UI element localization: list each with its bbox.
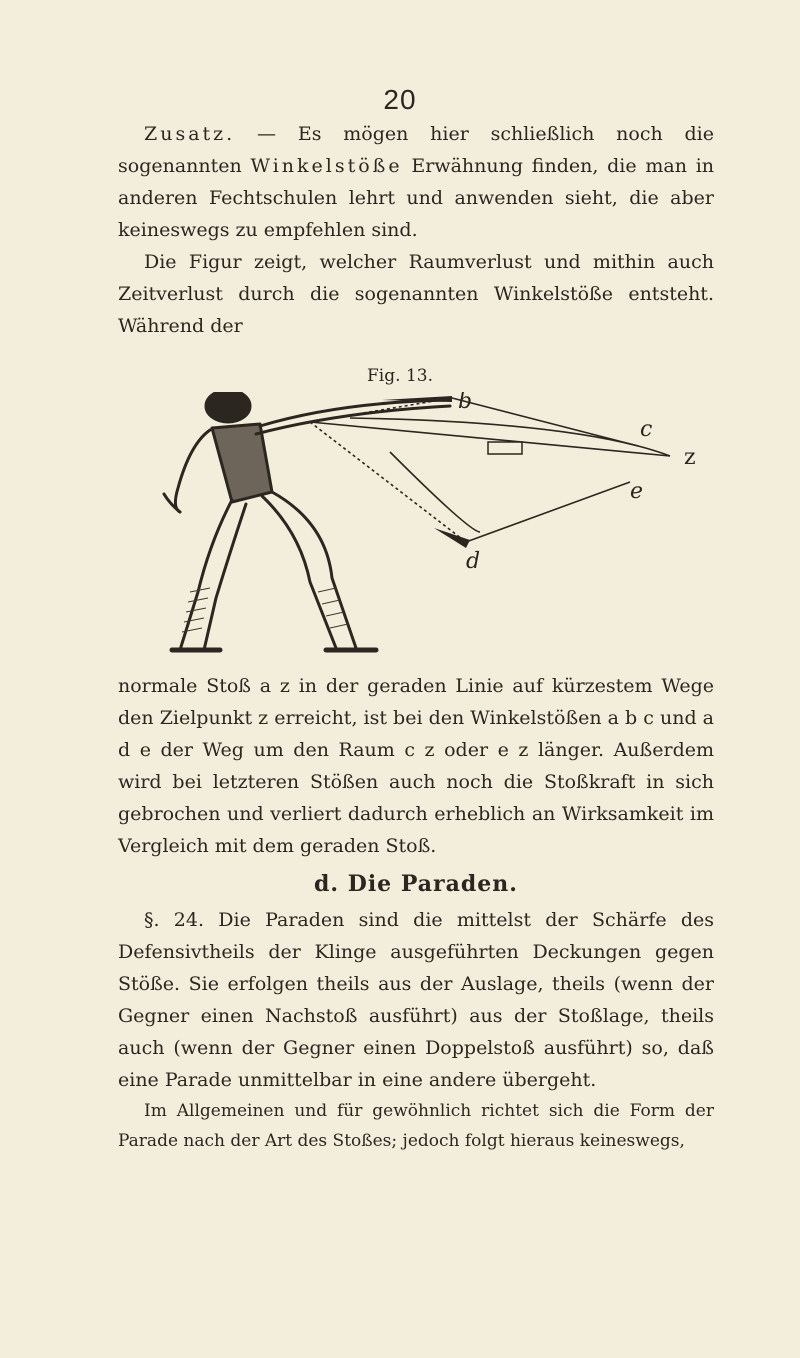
winkelstoesse-term: Winkelstöße	[250, 155, 403, 177]
text-block-top	[118, 118, 714, 342]
text-block-bottom	[118, 670, 714, 1156]
fencer-figure	[150, 392, 710, 654]
label-b: b	[458, 392, 473, 414]
label-e: e	[630, 479, 644, 504]
line-a-z	[310, 422, 670, 456]
label-c: c	[640, 417, 653, 442]
paragraph-paraden: §. 24. Die Paraden sind die mittelst der Schärfe des Defensivtheils der Klinge ausgeführten Deckungen gegen Stöße. Sie erfolgen theils aus der Auslage, theils (wenn der Gegner einen Nachstoß ausführt) aus der Stoßlage, theils auch (wenn der Gegner einen Doppelstoß ausführt) so, daß eine Parade unmittelbar in eine andere übergeht.	[118, 909, 714, 1091]
page-number: 20	[383, 84, 417, 115]
paragraph-allgemeinen: Im Allgemeinen und für gewöhnlich richtet sich die Form der Parade nach der Art des Stoßes; jedoch folgt hieraus keineswegs,	[118, 1101, 714, 1151]
paragraph-winkelstoss-comparison: normale Stoß a z in der geraden Linie auf kürzestem Wege den Zielpunkt z erreicht, ist bei den Winkelstößen a b c und a d e der Weg um den Raum c z oder e z länger. Außerdem wird bei letzteren Stößen auch noch die Stoßkraft in sich gebrochen und verliert dadurch erheblich an Wirksamkeit im Vergleich mit dem geraden Stoß.	[118, 675, 714, 857]
zusatz-end: Erwähnung finden, die man in anderen Fechtschulen lehrt und anwenden sieht, die aber keineswegs zu empfehlen sind.	[118, 155, 715, 241]
line-a-d	[310, 422, 466, 542]
line-d-e	[466, 482, 630, 542]
paragraph-zusatz	[118, 118, 714, 246]
figure-caption: Fig. 13.	[367, 366, 433, 386]
label-z: z	[684, 445, 696, 470]
stoss-lines	[310, 398, 670, 542]
zusatz-text: — Es mögen hier schließlich noch die sogenannten	[118, 123, 714, 177]
section-heading-paraden: d. Die Paraden.	[314, 871, 518, 897]
paragraph-figure-intro: Die Figur zeigt, welcher Raumverlust und mithin auch Zeitverlust durch die sogenannten Winkelstöße entsteht. Während der	[118, 251, 714, 337]
figure-hatching	[182, 588, 348, 632]
label-d: d	[466, 549, 481, 574]
zusatz-lead: Zusatz.	[144, 123, 236, 145]
